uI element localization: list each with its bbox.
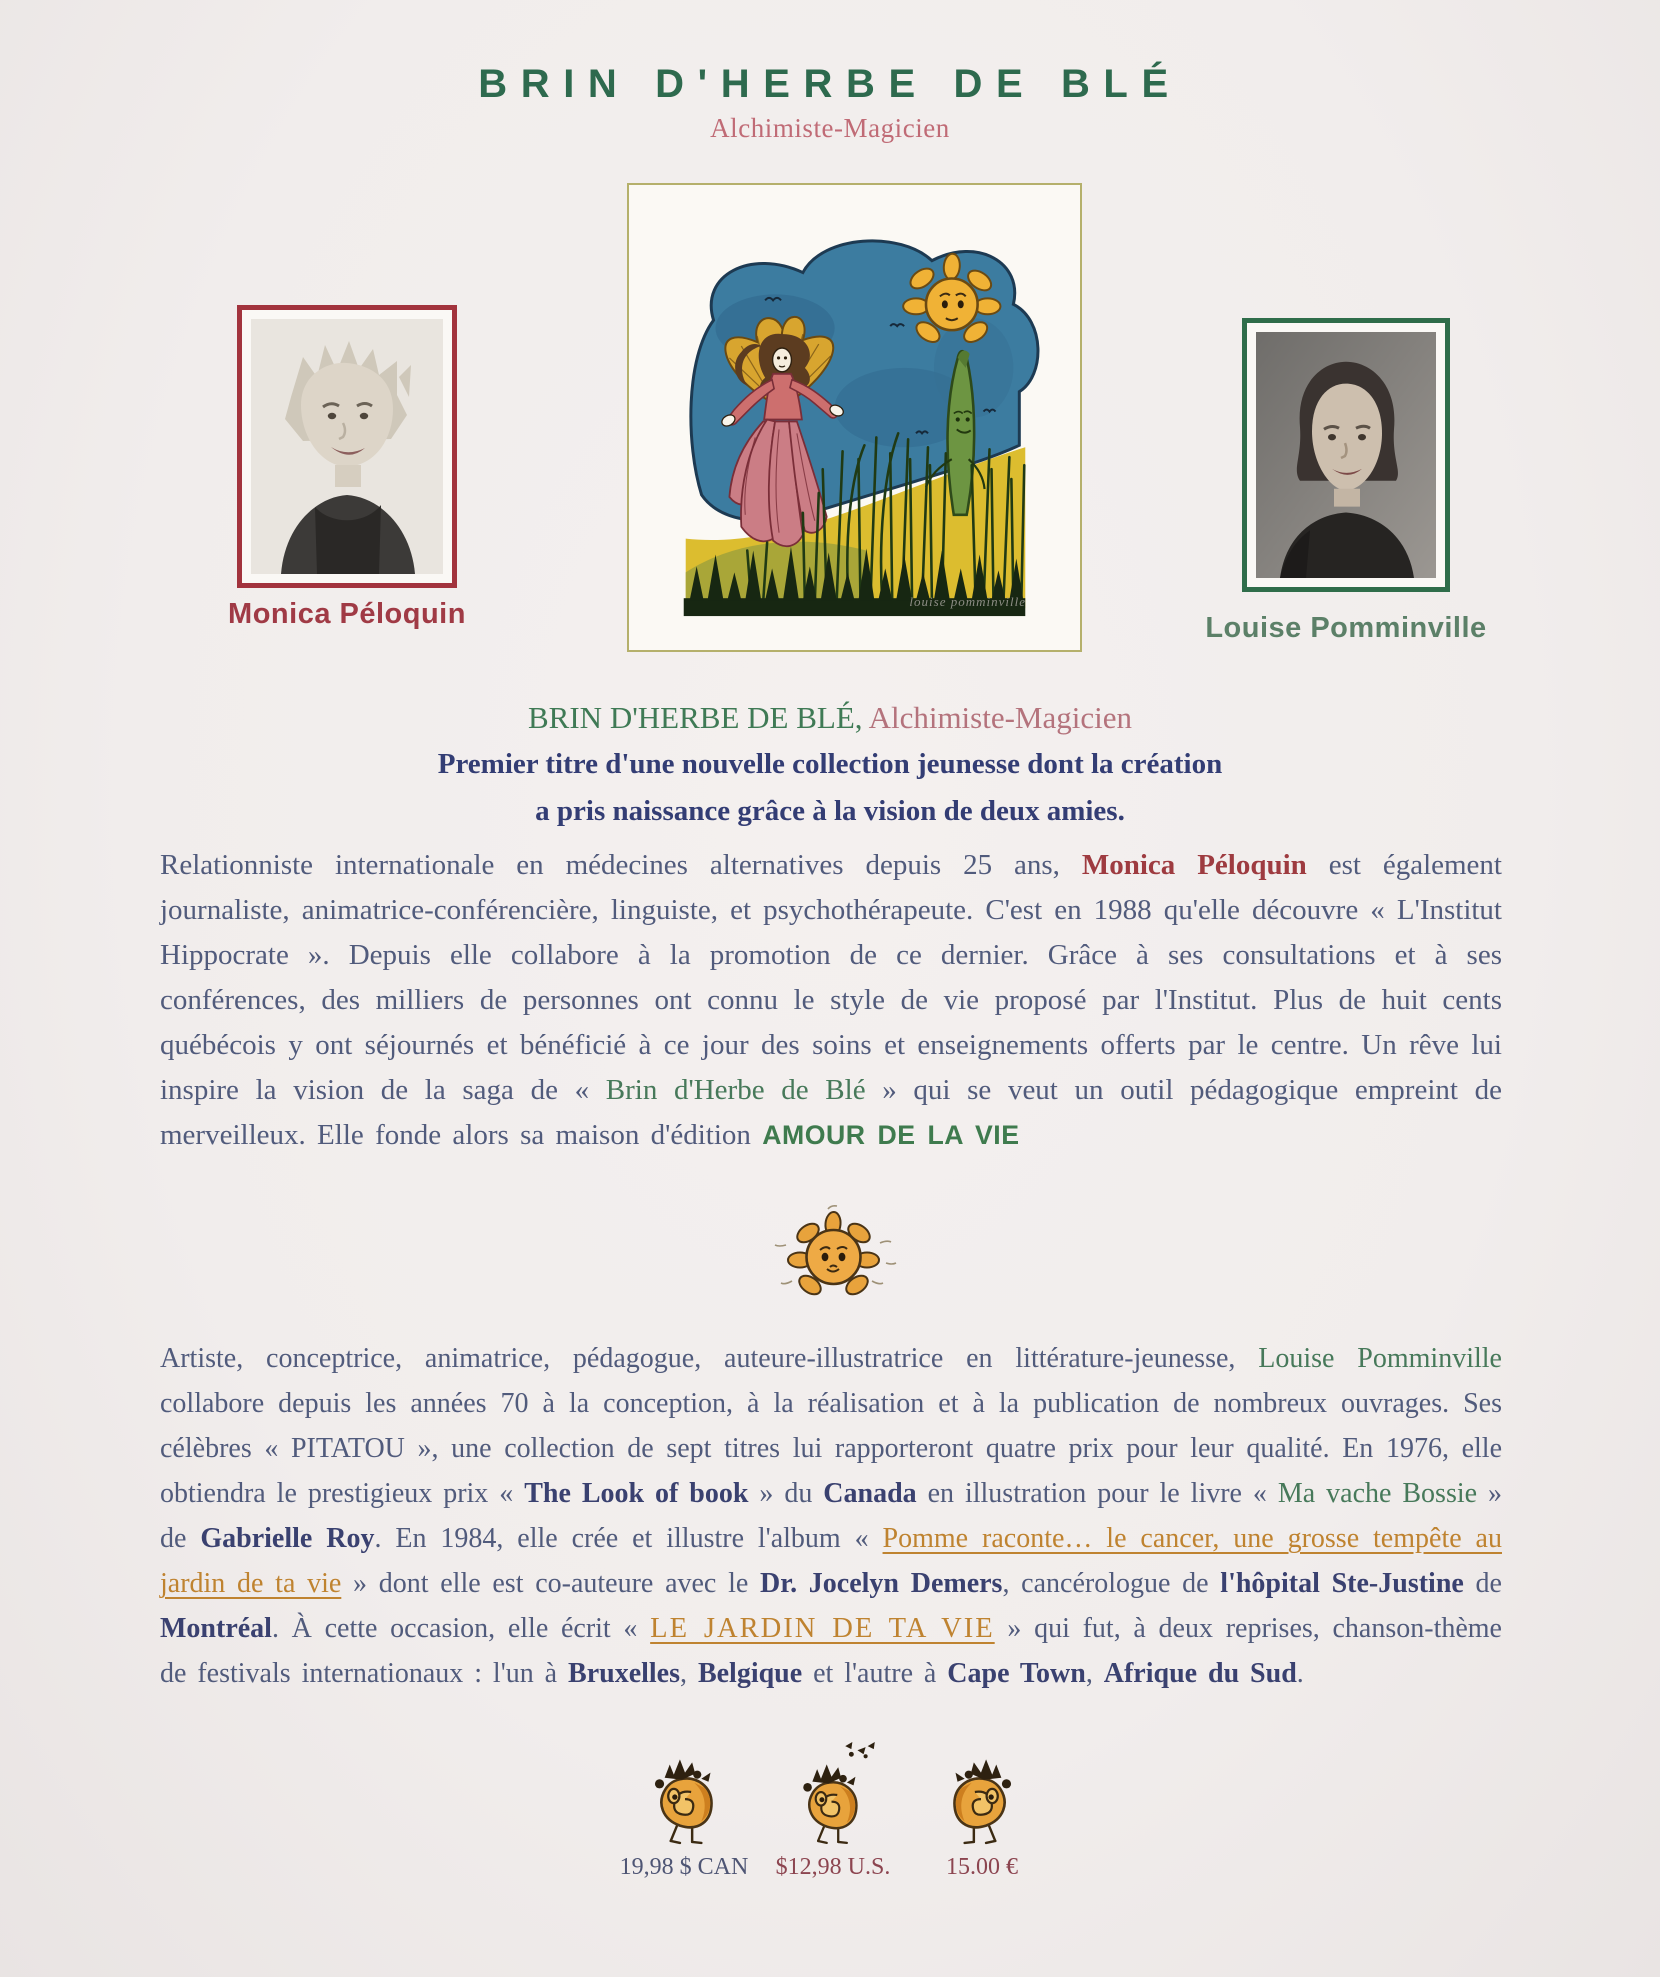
- bio-louise-paragraph: [160, 1336, 1502, 1696]
- bio-monica-paragraph: [160, 843, 1502, 1158]
- text-segment: Pomme raconte… le cancer, une grosse tempête au jardin de ta vie: [160, 1523, 1502, 1599]
- text-segment: . À cette occasion, elle écrit «: [271, 1613, 651, 1644]
- text-segment: Louise Pomminville: [1258, 1343, 1502, 1374]
- text-segment: » du: [748, 1478, 824, 1509]
- text-segment: Relationniste internationale en médecines alternatives depuis 25 ans,: [160, 849, 1082, 881]
- text-segment: Brin d'Herbe de Blé: [605, 1074, 866, 1106]
- intro-title: BRIN D'HERBE DE BLÉ,: [528, 700, 863, 735]
- chick-mascot-icon: [939, 1740, 1025, 1846]
- page-title: BRIN D'HERBE DE BLÉ: [478, 62, 1182, 106]
- text-segment: » qui se veut un outil pédagogique empreint de merveilleux. Elle fonde alors sa maison d'édition: [160, 1074, 1502, 1151]
- text-segment: , cancérologue de: [1002, 1568, 1221, 1599]
- text-segment: Bruxelles: [568, 1658, 681, 1689]
- text-segment: ,: [680, 1658, 698, 1689]
- price-eur: 15.00 €: [946, 1854, 1018, 1880]
- photo-caption-louise: Louise Pomminville: [1205, 612, 1487, 644]
- text-segment: et l'autre à: [802, 1658, 948, 1689]
- chick-mascot-icon: [790, 1740, 876, 1846]
- intro-subtitle: Alchimiste-Magicien: [862, 700, 1132, 735]
- intro-heading-line3: a pris naissance grâce à la vision de deux amies.: [535, 795, 1125, 827]
- intro-heading: [0, 694, 1660, 835]
- sun-face-icon: [768, 1203, 902, 1305]
- text-segment: Canada: [823, 1478, 917, 1509]
- text-segment: Afrique du Sud: [1103, 1658, 1297, 1689]
- price-cad: 19,98 $ CAN: [619, 1854, 749, 1880]
- intro-heading-line1: [0, 694, 1660, 741]
- portrait-monica-peloquin: [237, 305, 457, 588]
- text-segment: Artiste, conceptrice, animatrice, pédagogue, auteure-illustratrice en littérature-jeunesse,: [160, 1343, 1259, 1374]
- portrait-photo: [1256, 332, 1436, 578]
- text-segment: ,: [1085, 1658, 1104, 1689]
- cover-illustration: [653, 209, 1056, 626]
- text-segment: » de: [160, 1478, 1503, 1554]
- text-segment: collabore depuis les années 70 à la conception, à la réalisation et à la publication de nombreux ouvrages. Ses célèbres « PITATOU », une collection de sept titres lui rapporteront quatre prix pour leur qualité. En 1976, elle obtiendra le prestigieux prix «: [160, 1388, 1502, 1509]
- illustrator-signature: louise pomminville: [909, 594, 1026, 609]
- text-segment: The Look of book: [524, 1478, 749, 1509]
- text-segment: » dont elle est co-auteure avec le: [341, 1568, 760, 1599]
- text-segment: Cape Town: [947, 1658, 1086, 1689]
- cover-illustration-frame: [627, 183, 1082, 652]
- price-usd: $12,98 U.S.: [775, 1854, 891, 1880]
- text-segment: en illustration pour le livre «: [916, 1478, 1278, 1509]
- text-segment: Gabrielle Roy: [200, 1523, 375, 1554]
- text-segment: . En 1984, elle crée et illustre l'album «: [374, 1523, 883, 1554]
- floating-leaves: [845, 1742, 875, 1758]
- price-row: [618, 1740, 1048, 1881]
- text-segment: Monica Péloquin: [1081, 849, 1307, 881]
- text-segment: est également journaliste, animatrice-conférencière, linguiste, et psychothérapeute. C'est en 1988 qu'elle découvre « L'Institut Hippocrate ». Depuis elle collabore à la promotion de ce dernier. Grâce à ses consultations et à ses conférences, des milliers de personnes ont connu le style de vie proposé par l'Institut. Plus de huit cents québécois y ont séjournés et bénéficié à ce jour des soins et enseignements offerts par le centre. Un rêve lui inspire la vision de la saga de «: [160, 849, 1502, 1106]
- text-segment: Belgique: [697, 1658, 803, 1689]
- portrait-photo: [251, 319, 443, 574]
- text-segment: Ma vache Bossie: [1277, 1478, 1478, 1509]
- text-segment: Montréal: [160, 1613, 272, 1644]
- photo-caption-monica: Monica Péloquin: [228, 598, 466, 630]
- text-segment: .: [1296, 1658, 1304, 1689]
- text-segment: AMOUR DE LA VIE: [762, 1120, 1020, 1150]
- price-col-usd: [767, 1740, 899, 1881]
- page-subtitle: Alchimiste-Magicien: [710, 113, 950, 143]
- fairy-face: [773, 348, 792, 372]
- text-segment: l'hôpital Ste-Justine: [1220, 1568, 1464, 1599]
- price-col-eur: [916, 1740, 1048, 1881]
- price-col-cad: [618, 1740, 750, 1881]
- text-segment: de: [1463, 1568, 1502, 1599]
- text-segment: » qui fut, à deux reprises, chanson-thème de festivals internationaux : l'un à: [160, 1613, 1502, 1689]
- text-segment: Dr. Jocelyn Demers: [760, 1568, 1003, 1599]
- text-segment: LE JARDIN DE TA VIE: [650, 1613, 995, 1644]
- chick-mascot-icon: [641, 1740, 727, 1846]
- intro-heading-line2: Premier titre d'une nouvelle collection jeunesse dont la création: [437, 748, 1223, 780]
- portrait-louise-pomminville: [1242, 318, 1450, 592]
